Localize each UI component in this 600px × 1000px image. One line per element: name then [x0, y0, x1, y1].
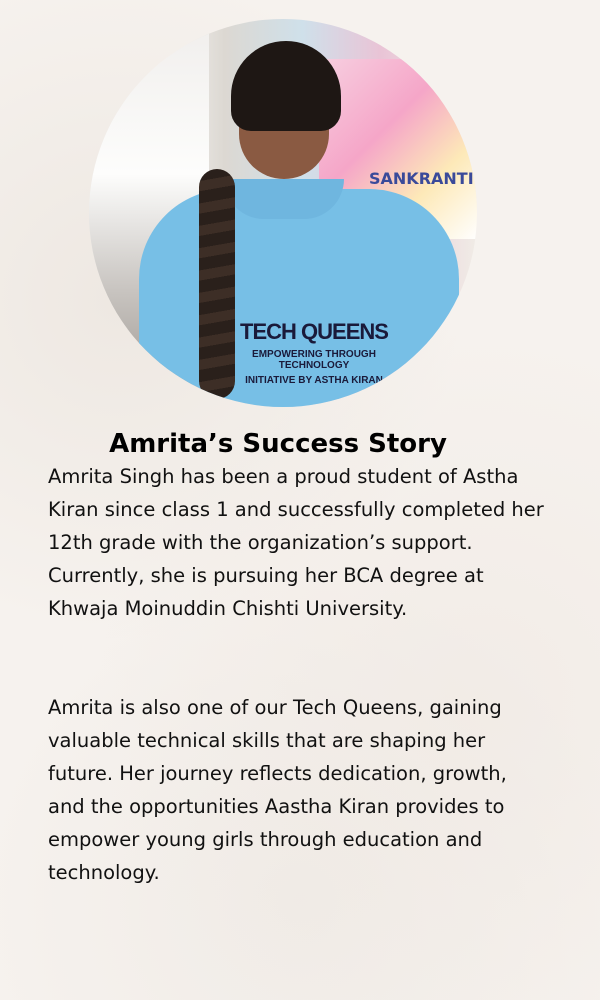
profile-photo	[89, 19, 477, 407]
story-title: Amrita’s Success Story	[109, 429, 447, 460]
story-paragraph: Amrita is also one of our Tech Queens, gaining valuable technical skills that are shaping her future. Her journey reflects dedication, growth, and the opportunities Aastha Kiran provides to empower young girls through education and technology.	[48, 696, 507, 884]
photo-hair	[231, 41, 341, 131]
shirt-print-subtitle: EMPOWERING THROUGH TECHNOLOGY	[252, 349, 376, 371]
shirt-print-title: TECH QUEENS	[240, 319, 388, 344]
story-paragraph: Amrita Singh has been a proud student of Astha Kiran since class 1 and successfully completed her 12th grade with the organization’s support. Currently, she is pursuing her BCA degree at Khwaja Moinuddin Chishti University.	[48, 465, 544, 620]
shirt-print	[229, 319, 399, 386]
poster-text: SANKRANTI	[369, 169, 474, 188]
shirt-print-initiative: INITIATIVE BY ASTHA KIRAN	[245, 375, 383, 386]
